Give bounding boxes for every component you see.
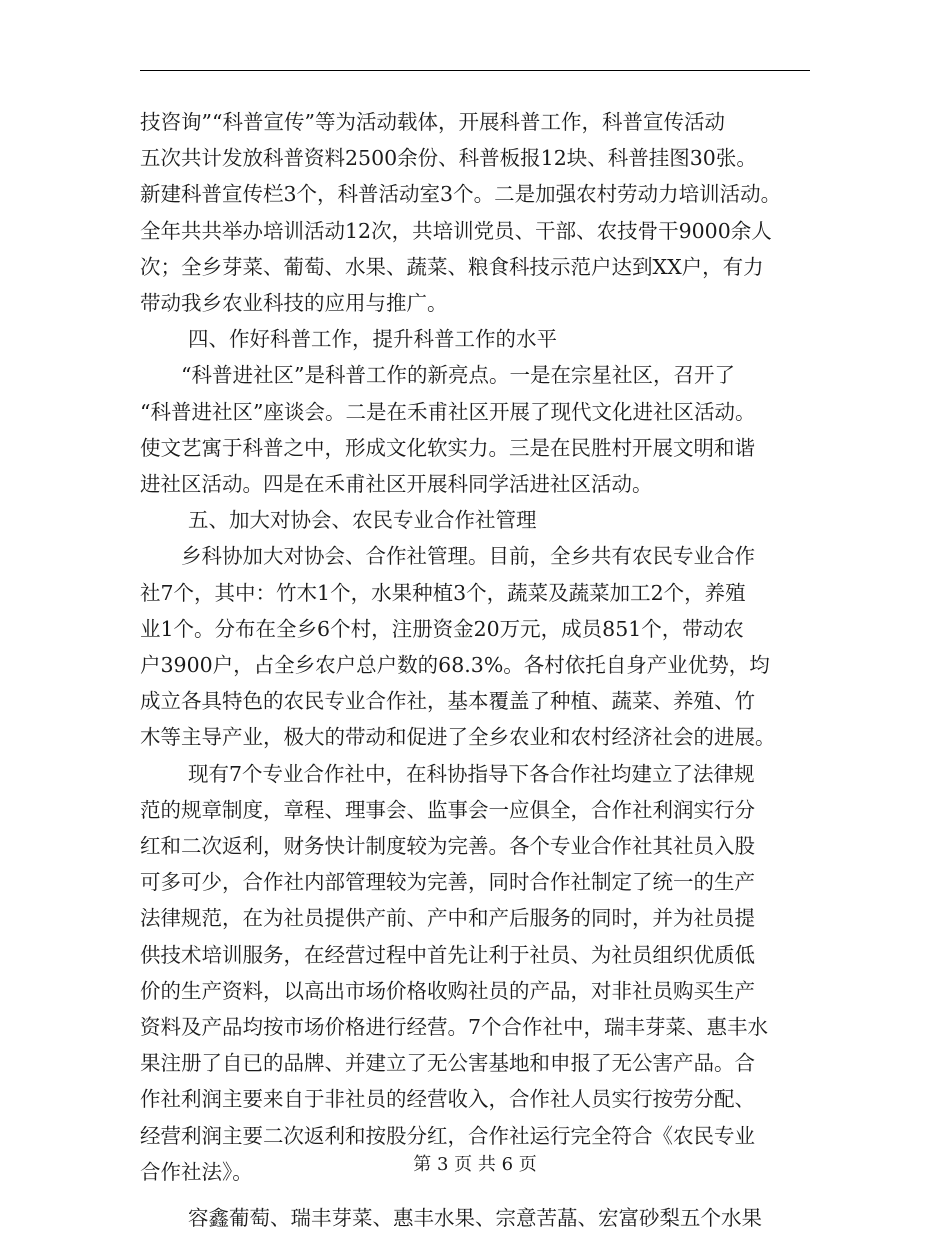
text-line: “科普进社区”是科普工作的新亮点。一是在宗星社区，召开了 (181, 363, 735, 388)
text-line: 新建科普宣传栏3个，科普活动室3个。二是加强农村劳动力培训活动。 (140, 182, 782, 207)
paragraph-1 (140, 104, 820, 321)
page-number-footer: 第 3 页 共 6 页 (413, 1154, 537, 1175)
text-line: 使文艺寓于科普之中，形成文化软实力。三是在民胜村开展文明和谐 (140, 435, 755, 460)
text-line: 供技术培训服务，在经营过程中首先让利于社员、为社员组织优质低 (140, 942, 755, 967)
paragraph-3 (140, 538, 820, 755)
text-line: 作社利润主要来自于非社员的经营收入，合作社人员实行按劳分配、 (140, 1087, 755, 1112)
text-line: 次；全乡芽菜、葡萄、水果、蔬菜、粮食科技示范户达到XX户，有力 (140, 254, 764, 279)
paragraph-4 (140, 756, 820, 1190)
text-line: 五次共计发放科普资料2500余份、科普板报12块、科普挂图30张。 (140, 146, 757, 171)
text-line: 木等主导产业，极大的带动和促进了全乡农业和农村经济社会的进展。 (140, 725, 776, 750)
text-line: 范的规章制度，章程、理事会、监事会一应俱全，合作社利润实行分 (140, 797, 755, 822)
section-heading-4 (140, 321, 820, 357)
text-line: 现有7个专业合作社中，在科协指导下各合作社均建立了法律规 (188, 761, 755, 786)
text-line: 价的生产资料，以高出市场价格收购社员的产品，对非社员购买生产 (140, 978, 755, 1003)
text-line: 户3900户，占全乡农户总户数的68.3%。各村依托自身产业优势，均 (140, 653, 770, 678)
text-line: “科普进社区”座谈会。二是在禾甫社区开展了现代文化进社区活动。 (140, 399, 756, 424)
text-line: 经营利润主要二次返利和按股分红，合作社运行完全符合《农民专业 (140, 1123, 755, 1148)
document-body (140, 104, 820, 1236)
paragraph-2 (140, 357, 820, 502)
section-heading-5 (140, 502, 820, 538)
text-line: 果注册了自已的品牌、并建立了无公害基地和申报了无公害产品。合 (140, 1051, 755, 1076)
text-line: 容鑫葡萄、瑞丰芽菜、惠丰水果、宗意苦蕌、宏富砂梨五个水果 (188, 1206, 762, 1231)
text-line: 可多可少，合作社内部管理较为完善，同时合作社制定了统一的生产 (140, 870, 755, 895)
text-line: 乡科协加大对协会、合作社管理。目前，全乡共有农民专业合作 (181, 544, 755, 569)
text-line: 法律规范，在为社员提供产前、产中和产后服务的同时，并为社员提 (140, 906, 755, 931)
text-line: 合作社法》。 (140, 1159, 253, 1184)
header-rule (140, 70, 810, 71)
text-line: 带动我乡农业科技的应用与推广。 (140, 291, 448, 316)
text-line: 进社区活动。四是在禾甫社区开展科同学活进社区活动。 (140, 472, 653, 497)
text-line: 资料及产品均按市场价格进行经营。7个合作社中，瑞丰芽菜、惠丰水 (140, 1015, 769, 1040)
paragraph-5 (140, 1200, 820, 1236)
text-line: 社7个，其中：竹木1个，水果种植3个，蔬菜及蔬菜加工2个，养殖 (140, 580, 746, 605)
text-line: 全年共共举办培训活动12次，共培训党员、干部、农技骨干9000余人 (140, 218, 772, 243)
text-line: 业1个。分布在全乡6个村，注册资金20万元，成员851个，带动农 (140, 616, 744, 641)
section-heading: 四、作好科普工作，提升科普工作的水平 (188, 327, 557, 352)
text-line: 成立各具特色的农民专业合作社，基本覆盖了种植、蔬菜、养殖、竹 (140, 689, 755, 714)
text-line: 技咨询”“科普宣传”等为活动载体，开展科普工作，科普宣传活动 (140, 110, 725, 134)
text-line: 红和二次返利，财务快计制度较为完善。各个专业合作社其社员入股 (140, 834, 755, 859)
section-heading: 五、加大对协会、农民专业合作社管理 (188, 508, 537, 533)
